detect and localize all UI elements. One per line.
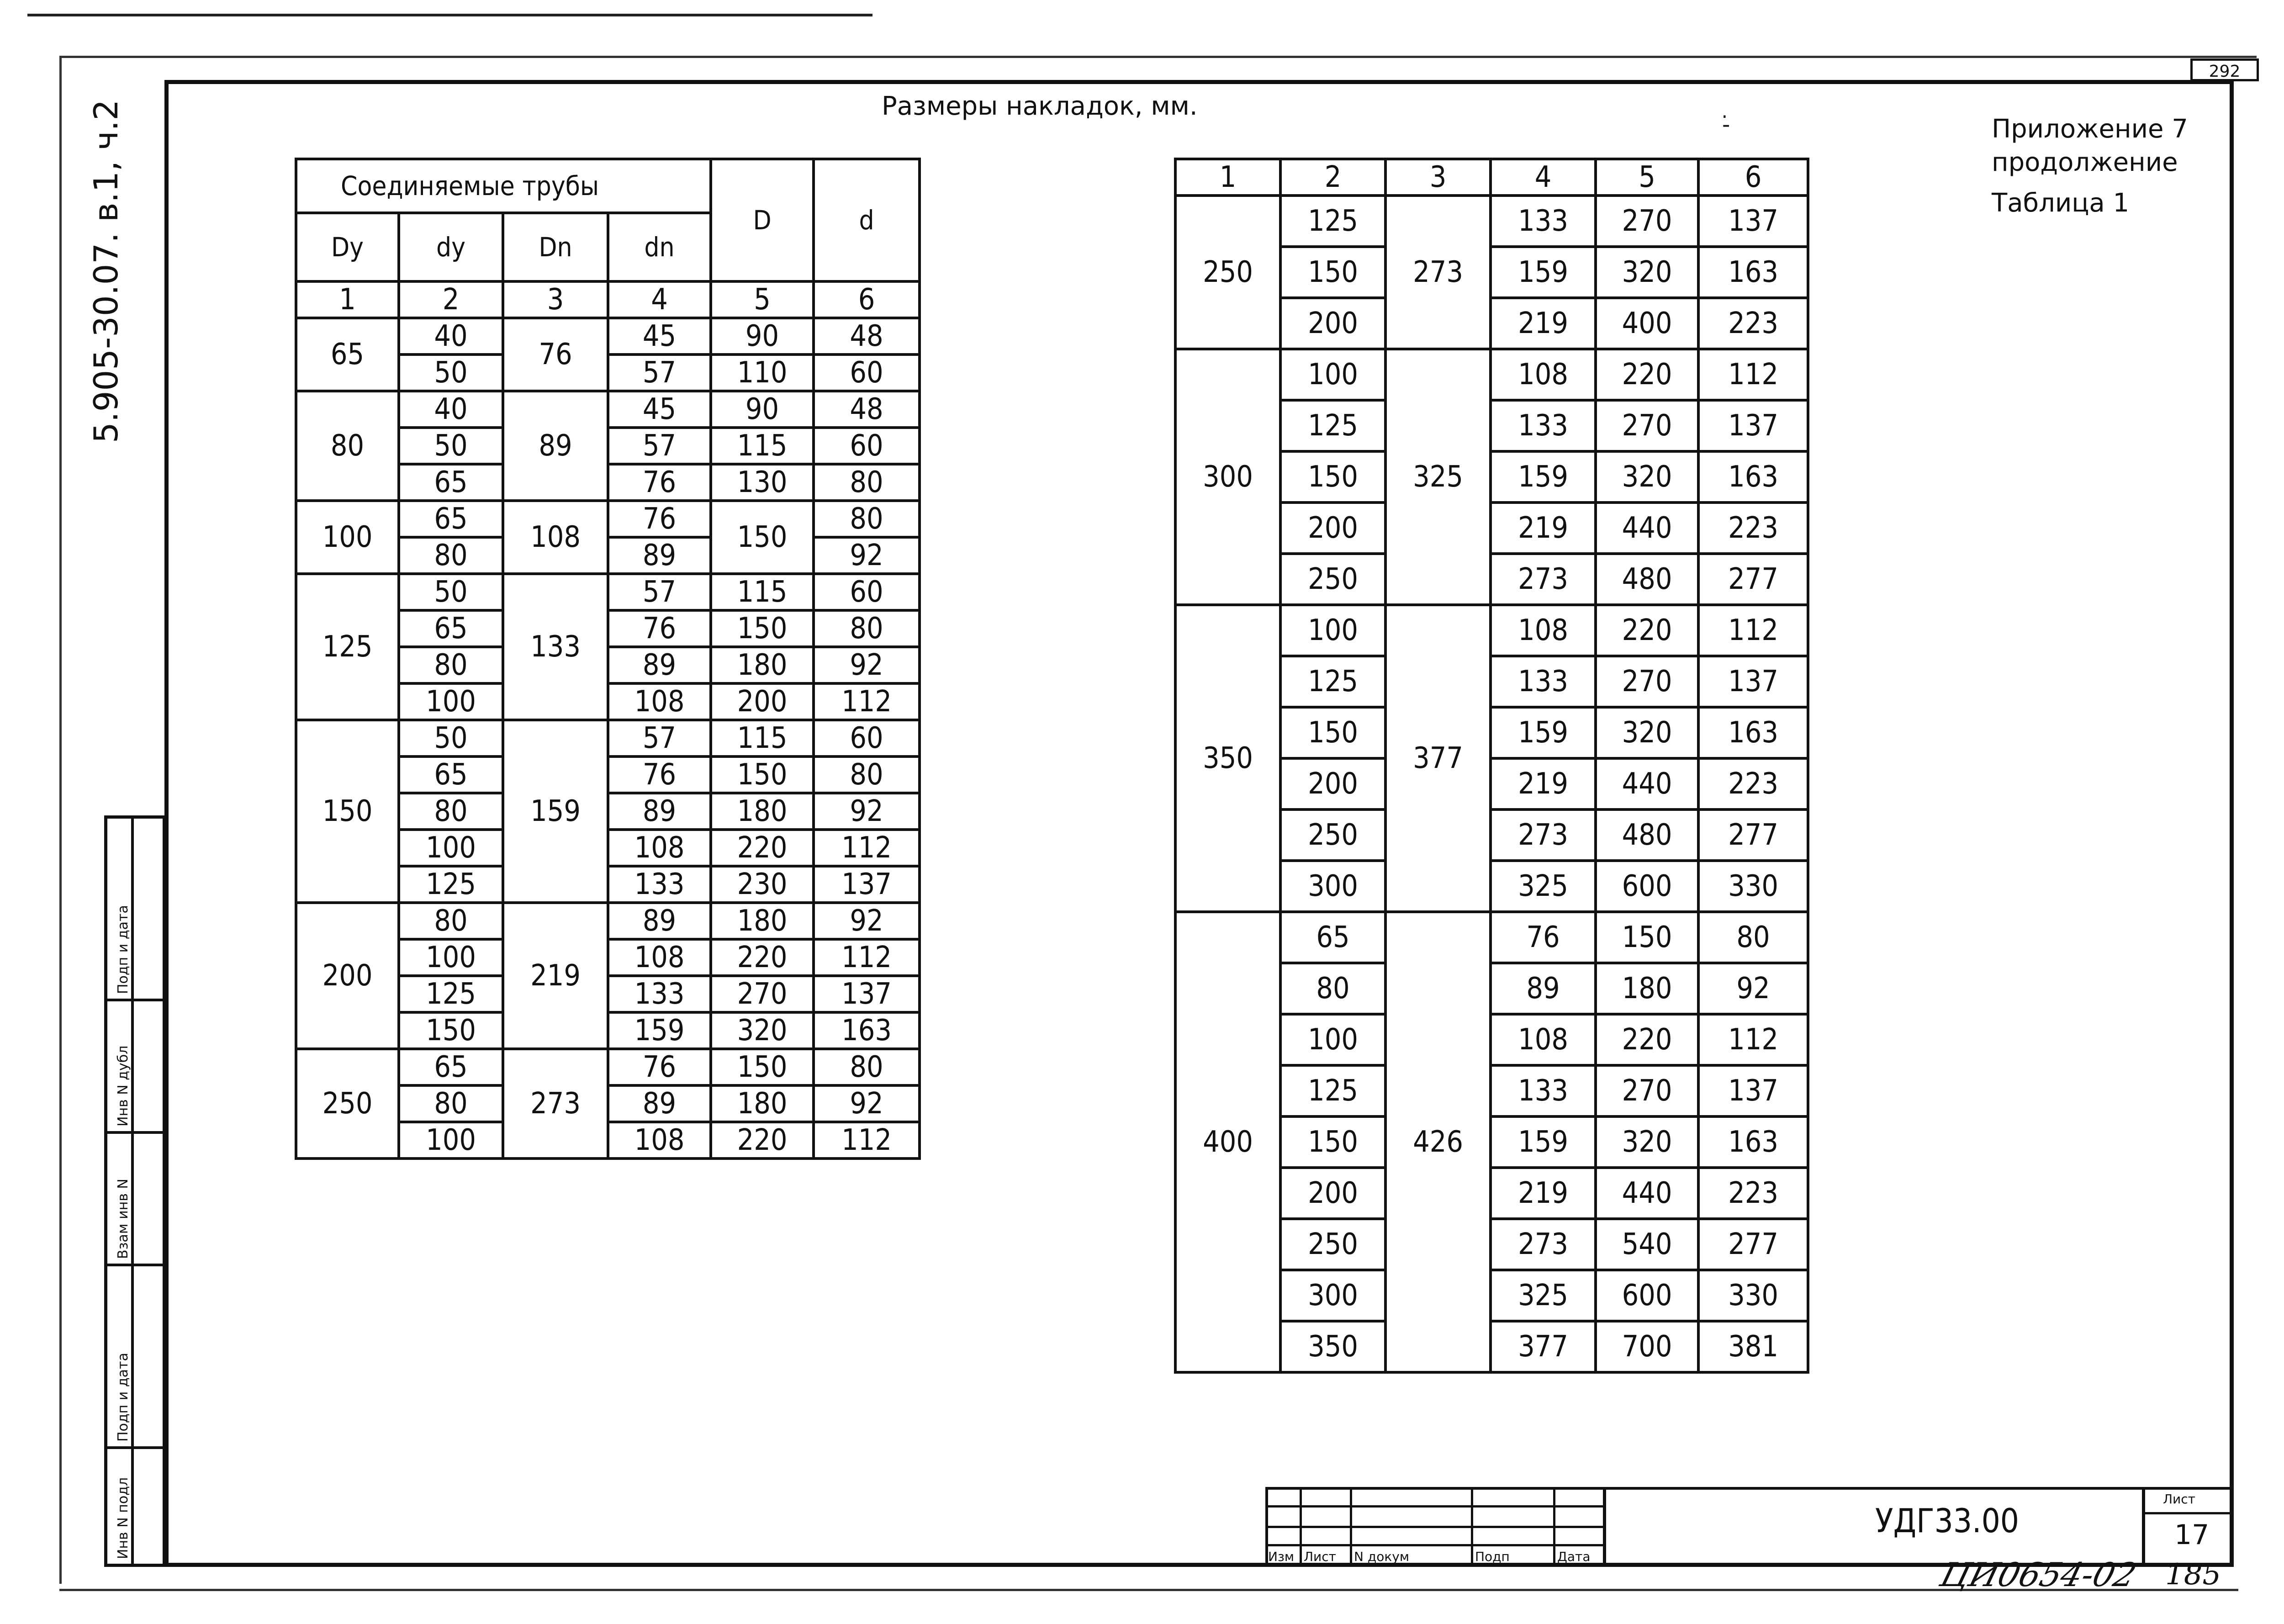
cell-Dy: 200 xyxy=(296,903,399,1049)
appendix-line-3: Таблица 1 xyxy=(1992,188,2130,218)
cell-d: 80 xyxy=(814,501,920,537)
cell-dy: 100 xyxy=(1280,349,1385,400)
col-header-D: D xyxy=(711,159,814,281)
column-number: 2 xyxy=(399,281,503,318)
cell-dy: 65 xyxy=(399,501,503,537)
cell-d: 223 xyxy=(1698,298,1808,349)
cell-dy: 80 xyxy=(399,793,503,830)
cell-d: 277 xyxy=(1698,554,1808,605)
cell-dy: 300 xyxy=(1280,1270,1385,1321)
cell-d: 137 xyxy=(1698,196,1808,247)
cell-dy: 300 xyxy=(1280,861,1385,912)
cell-D: 150 xyxy=(711,1049,814,1085)
cell-D: 270 xyxy=(1596,656,1698,707)
cell-D: 150 xyxy=(711,501,814,574)
cell-dn: 76 xyxy=(608,501,711,537)
cell-dy: 250 xyxy=(1280,1219,1385,1270)
page-handwritten: 185 xyxy=(2165,1558,2221,1592)
col-header-dy: dy xyxy=(399,213,503,281)
tb-col-izm: Изм xyxy=(1268,1549,1294,1564)
left-table xyxy=(295,158,921,1160)
cell-dy: 65 xyxy=(399,610,503,647)
inventory-handwritten: ЦИ0654-02 xyxy=(1936,1555,2141,1594)
cell-dn: 159 xyxy=(1491,707,1596,758)
cell-dy: 65 xyxy=(399,756,503,793)
side-stamp-cell xyxy=(107,1449,163,1564)
cell-d: 163 xyxy=(1698,707,1808,758)
appendix-label xyxy=(1992,107,2188,225)
cell-dy: 200 xyxy=(1280,1168,1385,1219)
table-row xyxy=(296,574,920,610)
right-table xyxy=(1174,158,1809,1374)
table-row xyxy=(1175,912,1808,963)
cell-D: 400 xyxy=(1596,298,1698,349)
cell-d: 112 xyxy=(814,939,920,976)
cell-d: 92 xyxy=(814,793,920,830)
cell-dy: 80 xyxy=(399,537,503,574)
cell-Dn: 89 xyxy=(503,391,608,501)
cell-dn: 273 xyxy=(1491,809,1596,861)
side-stamp xyxy=(104,815,166,1567)
cell-d: 223 xyxy=(1698,758,1808,809)
cell-d: 137 xyxy=(1698,400,1808,451)
cell-d: 80 xyxy=(814,756,920,793)
cell-dy: 250 xyxy=(1280,809,1385,861)
column-number: 4 xyxy=(608,281,711,318)
side-stamp-label: Взам инв N xyxy=(115,1179,131,1259)
cell-Dy: 100 xyxy=(296,501,399,574)
cell-d: 92 xyxy=(814,537,920,574)
cell-D: 480 xyxy=(1596,554,1698,605)
cell-D: 180 xyxy=(711,793,814,830)
cell-Dy: 65 xyxy=(296,318,399,391)
cell-dn: 133 xyxy=(1491,656,1596,707)
cell-Dn: 108 xyxy=(503,501,608,574)
cell-dy: 125 xyxy=(399,866,503,903)
cell-d: 381 xyxy=(1698,1321,1808,1372)
cell-D: 600 xyxy=(1596,1270,1698,1321)
cell-Dn: 219 xyxy=(503,903,608,1049)
cell-dy: 100 xyxy=(1280,605,1385,656)
cell-dy: 125 xyxy=(1280,1065,1385,1116)
cell-d: 80 xyxy=(1698,912,1808,963)
cell-D: 320 xyxy=(1596,707,1698,758)
cell-D: 150 xyxy=(711,756,814,793)
cell-dn: 89 xyxy=(608,647,711,683)
cell-dn: 57 xyxy=(608,354,711,391)
cell-d: 60 xyxy=(814,428,920,464)
top-rule xyxy=(27,14,872,16)
cell-d: 48 xyxy=(814,391,920,428)
cell-dn: 133 xyxy=(1491,196,1596,247)
cell-Dy: 400 xyxy=(1175,912,1280,1372)
cell-dn: 219 xyxy=(1491,298,1596,349)
cell-D: 115 xyxy=(711,574,814,610)
cell-dy: 100 xyxy=(399,683,503,720)
cell-dn: 159 xyxy=(1491,1116,1596,1168)
cell-dn: 159 xyxy=(1491,247,1596,298)
cell-d: 112 xyxy=(1698,1014,1808,1065)
cell-D: 540 xyxy=(1596,1219,1698,1270)
cell-d: 112 xyxy=(814,683,920,720)
cell-dn: 159 xyxy=(1491,451,1596,503)
cell-D: 150 xyxy=(711,610,814,647)
cell-dy: 125 xyxy=(399,976,503,1012)
side-stamp-label: Инв N дубл xyxy=(115,1045,131,1127)
cell-dn: 45 xyxy=(608,318,711,354)
cell-dy: 65 xyxy=(399,464,503,501)
cell-Dn: 159 xyxy=(503,720,608,903)
table-row xyxy=(296,501,920,537)
cell-dn: 89 xyxy=(1491,963,1596,1014)
table-row xyxy=(296,903,920,939)
title-block xyxy=(1265,1487,2234,1567)
cell-dn: 219 xyxy=(1491,758,1596,809)
cell-dn: 219 xyxy=(1491,503,1596,554)
cell-dy: 200 xyxy=(1280,298,1385,349)
cell-D: 480 xyxy=(1596,809,1698,861)
cell-d: 92 xyxy=(814,647,920,683)
cell-Dn: 325 xyxy=(1385,349,1491,605)
cell-Dy: 350 xyxy=(1175,605,1280,912)
column-number: 5 xyxy=(1596,159,1698,196)
cell-Dy: 250 xyxy=(1175,196,1280,349)
cell-D: 220 xyxy=(1596,1014,1698,1065)
cell-d: 330 xyxy=(1698,1270,1808,1321)
cell-dy: 50 xyxy=(399,354,503,391)
cell-D: 270 xyxy=(711,976,814,1012)
side-stamp-cell xyxy=(107,1266,163,1449)
column-number: 1 xyxy=(296,281,399,318)
cell-d: 223 xyxy=(1698,503,1808,554)
cell-d: 80 xyxy=(814,464,920,501)
cell-d: 112 xyxy=(814,1122,920,1158)
cell-d: 137 xyxy=(814,866,920,903)
column-number: 3 xyxy=(503,281,608,318)
col-header-Dy: Dy xyxy=(296,213,399,281)
page-number: 292 xyxy=(2190,58,2259,81)
cell-d: 330 xyxy=(1698,861,1808,912)
cell-D: 220 xyxy=(1596,349,1698,400)
column-number: 5 xyxy=(711,281,814,318)
side-stamp-label: Подп и дата xyxy=(115,1353,131,1442)
sheet-number: 17 xyxy=(2174,1519,2210,1551)
cell-dy: 100 xyxy=(1280,1014,1385,1065)
column-number: 1 xyxy=(1175,159,1280,196)
side-stamp-label: Инв N подл xyxy=(115,1477,131,1559)
column-number: 6 xyxy=(814,281,920,318)
cell-dy: 100 xyxy=(399,830,503,866)
cell-dy: 150 xyxy=(1280,707,1385,758)
column-number: 4 xyxy=(1491,159,1596,196)
cell-dn: 108 xyxy=(608,939,711,976)
cell-dn: 89 xyxy=(608,903,711,939)
cell-dn: 76 xyxy=(1491,912,1596,963)
cell-D: 180 xyxy=(711,647,814,683)
cell-dy: 80 xyxy=(399,1085,503,1122)
cell-D: 180 xyxy=(1596,963,1698,1014)
cell-dn: 76 xyxy=(608,610,711,647)
cell-dn: 133 xyxy=(608,866,711,903)
side-stamp-cell xyxy=(107,1134,163,1266)
cell-dn: 57 xyxy=(608,428,711,464)
cell-D: 90 xyxy=(711,318,814,354)
cell-d: 277 xyxy=(1698,1219,1808,1270)
cell-dy: 50 xyxy=(399,720,503,756)
appendix-line-2: продолжение xyxy=(1992,148,2178,177)
cell-dn: 89 xyxy=(608,793,711,830)
cell-D: 270 xyxy=(1596,400,1698,451)
cell-dy: 125 xyxy=(1280,196,1385,247)
cell-D: 440 xyxy=(1596,1168,1698,1219)
stray-mark: -̇ xyxy=(1722,112,1730,138)
cell-dy: 65 xyxy=(1280,912,1385,963)
side-stamp-cell xyxy=(107,1001,163,1134)
column-number: 3 xyxy=(1385,159,1491,196)
appendix-line-1: Приложение 7 xyxy=(1992,114,2188,144)
cell-d: 163 xyxy=(1698,247,1808,298)
cell-dy: 50 xyxy=(399,574,503,610)
cell-D: 150 xyxy=(1596,912,1698,963)
cell-D: 320 xyxy=(1596,247,1698,298)
cell-dy: 65 xyxy=(399,1049,503,1085)
tb-col-ndokum: N докум xyxy=(1354,1549,1409,1564)
cell-d: 60 xyxy=(814,354,920,391)
col-header-d: d xyxy=(814,159,920,281)
cell-dn: 89 xyxy=(608,1085,711,1122)
col-header-dn: dn xyxy=(608,213,711,281)
cell-Dy: 300 xyxy=(1175,349,1280,605)
cell-D: 90 xyxy=(711,391,814,428)
cell-Dy: 125 xyxy=(296,574,399,720)
column-number: 6 xyxy=(1698,159,1808,196)
cell-dn: 108 xyxy=(608,683,711,720)
cell-d: 80 xyxy=(814,610,920,647)
cell-Dy: 250 xyxy=(296,1049,399,1158)
cell-dy: 100 xyxy=(399,939,503,976)
cell-dy: 40 xyxy=(399,318,503,354)
designation: УДГ33.00 xyxy=(1875,1502,2019,1540)
cell-dy: 150 xyxy=(1280,1116,1385,1168)
cell-dy: 50 xyxy=(399,428,503,464)
cell-D: 270 xyxy=(1596,1065,1698,1116)
cell-D: 440 xyxy=(1596,758,1698,809)
cell-d: 60 xyxy=(814,720,920,756)
cell-D: 440 xyxy=(1596,503,1698,554)
cell-dn: 45 xyxy=(608,391,711,428)
cell-dy: 200 xyxy=(1280,503,1385,554)
cell-d: 137 xyxy=(1698,1065,1808,1116)
cell-dy: 150 xyxy=(1280,247,1385,298)
cell-D: 600 xyxy=(1596,861,1698,912)
tb-col-list: Лист xyxy=(1304,1549,1336,1564)
cell-Dy: 80 xyxy=(296,391,399,501)
doc-code xyxy=(87,100,125,443)
cell-dn: 219 xyxy=(1491,1168,1596,1219)
cell-dn: 273 xyxy=(1491,554,1596,605)
cell-dy: 80 xyxy=(399,647,503,683)
cell-d: 92 xyxy=(1698,963,1808,1014)
designation-cell xyxy=(1603,1487,2145,1567)
tb-col-podp: Подп xyxy=(1475,1549,1510,1564)
cell-dn: 133 xyxy=(608,976,711,1012)
cell-Dn: 377 xyxy=(1385,605,1491,912)
col-header-Dn: Dn xyxy=(503,213,608,281)
cell-dn: 108 xyxy=(1491,1014,1596,1065)
cell-dn: 325 xyxy=(1491,861,1596,912)
cell-dn: 273 xyxy=(1491,1219,1596,1270)
cell-dy: 150 xyxy=(399,1012,503,1049)
table-row xyxy=(1175,196,1808,247)
table-row xyxy=(296,1049,920,1085)
cell-dy: 250 xyxy=(1280,554,1385,605)
cell-d: 163 xyxy=(1698,451,1808,503)
cell-d: 163 xyxy=(814,1012,920,1049)
cell-D: 270 xyxy=(1596,196,1698,247)
cell-D: 320 xyxy=(711,1012,814,1049)
page-title: Размеры накладок, мм. xyxy=(882,91,1198,121)
cell-d: 80 xyxy=(814,1049,920,1085)
cell-dy: 40 xyxy=(399,391,503,428)
cell-dn: 57 xyxy=(608,574,711,610)
cell-dn: 57 xyxy=(608,720,711,756)
cell-d: 277 xyxy=(1698,809,1808,861)
table-row xyxy=(1175,605,1808,656)
cell-d: 112 xyxy=(1698,605,1808,656)
cell-dn: 159 xyxy=(608,1012,711,1049)
cell-dn: 377 xyxy=(1491,1321,1596,1372)
cell-D: 220 xyxy=(711,1122,814,1158)
cell-dn: 133 xyxy=(1491,400,1596,451)
bottom-rule xyxy=(59,1589,2238,1591)
cell-dy: 80 xyxy=(399,903,503,939)
cell-dn: 76 xyxy=(608,464,711,501)
cell-d: 112 xyxy=(1698,349,1808,400)
cell-D: 115 xyxy=(711,428,814,464)
cell-d: 92 xyxy=(814,903,920,939)
cell-dn: 89 xyxy=(608,537,711,574)
cell-D: 130 xyxy=(711,464,814,501)
cell-D: 700 xyxy=(1596,1321,1698,1372)
doc-code-text: 5.905-30.07. в.1, ч.2 xyxy=(87,99,125,443)
group-header: Соединяемые трубы xyxy=(296,159,711,213)
table-row xyxy=(296,391,920,428)
cell-dn: 325 xyxy=(1491,1270,1596,1321)
cell-Dy: 150 xyxy=(296,720,399,903)
cell-D: 320 xyxy=(1596,1116,1698,1168)
cell-d: 137 xyxy=(814,976,920,1012)
cell-D: 180 xyxy=(711,1085,814,1122)
cell-D: 180 xyxy=(711,903,814,939)
cell-D: 220 xyxy=(711,939,814,976)
table-row xyxy=(296,720,920,756)
cell-Dn: 426 xyxy=(1385,912,1491,1372)
cell-D: 115 xyxy=(711,720,814,756)
cell-D: 220 xyxy=(1596,605,1698,656)
cell-dn: 76 xyxy=(608,1049,711,1085)
cell-Dn: 76 xyxy=(503,318,608,391)
cell-dn: 76 xyxy=(608,756,711,793)
cell-d: 48 xyxy=(814,318,920,354)
cell-d: 223 xyxy=(1698,1168,1808,1219)
cell-dy: 125 xyxy=(1280,400,1385,451)
cell-dy: 80 xyxy=(1280,963,1385,1014)
table-row xyxy=(296,318,920,354)
cell-D: 320 xyxy=(1596,451,1698,503)
cell-dn: 108 xyxy=(1491,349,1596,400)
cell-D: 220 xyxy=(711,830,814,866)
cell-d: 60 xyxy=(814,574,920,610)
table-row xyxy=(1175,349,1808,400)
cell-dn: 108 xyxy=(608,1122,711,1158)
cell-d: 112 xyxy=(814,830,920,866)
side-stamp-cell xyxy=(107,819,163,1001)
cell-d: 137 xyxy=(1698,656,1808,707)
cell-D: 230 xyxy=(711,866,814,903)
side-stamp-label: Подп и дата xyxy=(115,905,131,994)
cell-Dn: 273 xyxy=(1385,196,1491,349)
cell-dn: 108 xyxy=(608,830,711,866)
sheet-label: Лист xyxy=(2163,1492,2195,1507)
cell-dy: 350 xyxy=(1280,1321,1385,1372)
cell-Dn: 273 xyxy=(503,1049,608,1158)
cell-dy: 100 xyxy=(399,1122,503,1158)
cell-d: 92 xyxy=(814,1085,920,1122)
cell-D: 110 xyxy=(711,354,814,391)
cell-dn: 108 xyxy=(1491,605,1596,656)
cell-dy: 125 xyxy=(1280,656,1385,707)
cell-dy: 150 xyxy=(1280,451,1385,503)
cell-D: 200 xyxy=(711,683,814,720)
cell-d: 163 xyxy=(1698,1116,1808,1168)
cell-Dn: 133 xyxy=(503,574,608,720)
cell-dn: 133 xyxy=(1491,1065,1596,1116)
column-number: 2 xyxy=(1280,159,1385,196)
cell-dy: 200 xyxy=(1280,758,1385,809)
tb-col-data: Дата xyxy=(1557,1549,1591,1564)
